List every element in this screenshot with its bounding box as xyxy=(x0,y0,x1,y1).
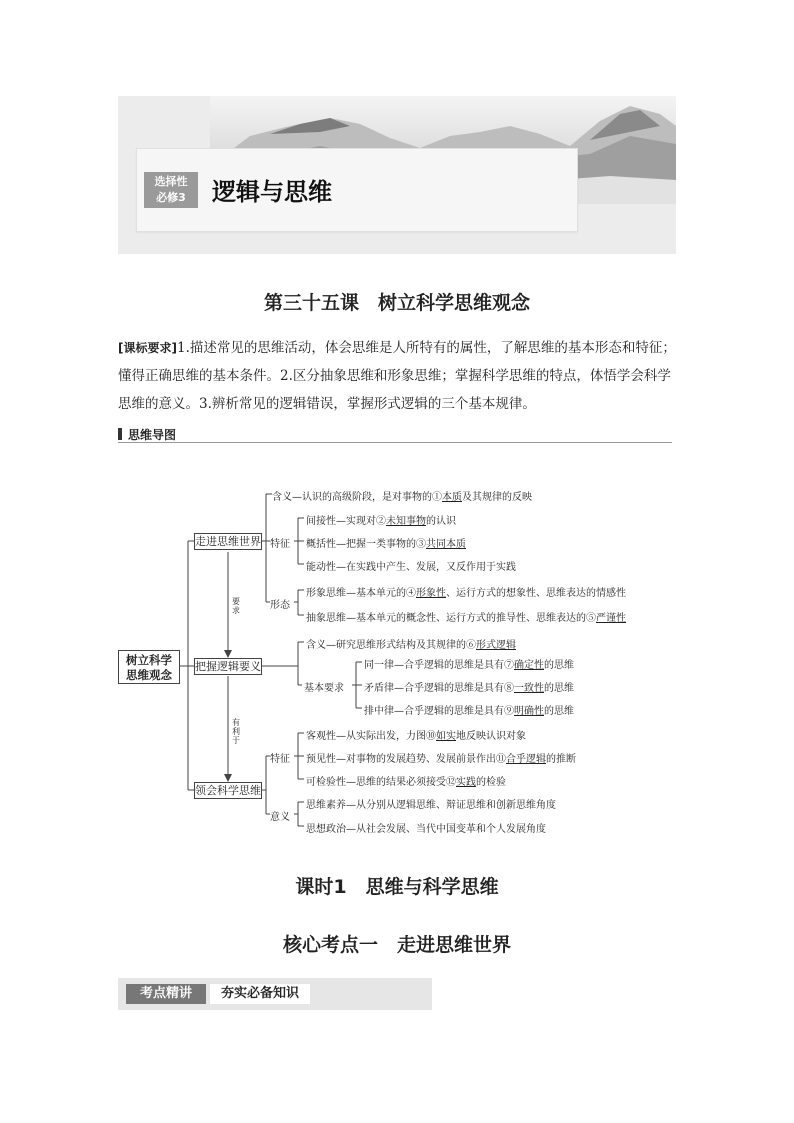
b3-f3-post: 的检验 xyxy=(476,777,506,788)
b3-feature-3 xyxy=(306,773,506,788)
b1-feature-3: 能动性—在实践中产生、发展，又反作用于实践 xyxy=(306,562,516,573)
answer-4: 形象性 xyxy=(416,588,446,599)
answer-7: 确定性 xyxy=(514,660,544,671)
answer-3: 共同本质 xyxy=(426,539,466,550)
answer-8: 一致性 xyxy=(514,683,544,694)
b3-meaning-1: 思维素养—从分别从逻辑思维、辩证思维和创新思维角度 xyxy=(306,800,556,811)
b2-basic-label: 基本要求 xyxy=(304,683,344,694)
b2-meaning-pre: 含义—研究思维形式结构及其规律的⑥ xyxy=(306,640,476,651)
branch-explore-thinking: 走进思维世界 xyxy=(195,535,261,548)
b1-f2-pre: 概括性—把握一类事物的③ xyxy=(306,539,426,550)
branch-logic-essentials: 把握逻辑要义 xyxy=(195,660,261,673)
b1-form-2 xyxy=(306,609,626,624)
b2-r2-pre: 矛盾律—合乎逻辑的思维是具有⑧ xyxy=(364,683,514,694)
key-point-subtitle: 夯实必备知识 xyxy=(210,984,310,1004)
b3-f1-pre: 客观性—从实际出发，力图⑩ xyxy=(306,731,436,742)
b3-feature-1 xyxy=(306,727,526,742)
b1-f1-pre: 间接性—实现对② xyxy=(306,516,386,527)
answer-10: 如实 xyxy=(436,731,456,742)
b2-rule-2 xyxy=(364,679,574,694)
b1-feature-label: 特征 xyxy=(270,539,290,550)
badge-line-1: 选择性 xyxy=(154,175,188,188)
b1-meaning-pre: —认识的高级阶段，是对事物的① xyxy=(292,492,442,503)
answer-9: 明确性 xyxy=(514,706,544,717)
b1-feature-2 xyxy=(306,535,466,550)
b3-f2-post: 的推断 xyxy=(546,754,576,765)
b2-rule-1 xyxy=(364,656,574,671)
branch-scientific-thinking: 领会科学思维 xyxy=(195,784,261,797)
b3-meaning-label: 意义 xyxy=(270,812,290,823)
answer-6: 形式逻辑 xyxy=(476,640,516,651)
b2-rule-3 xyxy=(364,702,574,717)
b2-r3-post: 的思维 xyxy=(544,706,574,717)
book-title: 逻辑与思维 xyxy=(212,178,332,206)
requirements-label: [课标要求] xyxy=(118,341,177,355)
root-line-1: 树立科学 xyxy=(126,653,172,667)
root-line-2: 思维观念 xyxy=(126,668,172,682)
answer-12: 实践 xyxy=(456,777,476,788)
b3-f2-pre: 预见性—对事物的发展趋势、发展前景作出⑪ xyxy=(306,754,506,765)
b1-form2-pre: 抽象思维—基本单元的概念性、运行方式的推导性、思维表达的⑤ xyxy=(306,613,596,624)
b3-f1-post: 地反映认识对象 xyxy=(456,731,526,742)
b2-r1-post: 的思维 xyxy=(544,660,574,671)
mindmap-root xyxy=(118,650,180,684)
b2-r1-pre: 同一律—合乎逻辑的思维是具有⑦ xyxy=(364,660,514,671)
b1-meaning xyxy=(272,488,532,503)
answer-11: 合乎逻辑 xyxy=(506,754,546,765)
b1-form1-pre: 形象思维—基本单元的④ xyxy=(306,588,416,599)
b3-f3-pre: 可检验性—思维的结果必须接受⑫ xyxy=(306,777,456,788)
b1-meaning-post: 及其规律的反映 xyxy=(462,492,532,503)
requirements-text: 1.描述常见的思维活动，体会思维是人所特有的属性，了解思维的基本形态和特征；懂得正确思维的基本条件。2.区分抽象思维和形象思维；掌握科学思维的特点，体悟学会科学思维的意义。3.辨析常见的逻辑错误，掌握形式逻辑的三个基本规律。 xyxy=(118,340,676,412)
answer-5: 严谨性 xyxy=(596,613,626,624)
b3-feature-label: 特征 xyxy=(270,754,290,765)
lesson-title: 第三十五课 树立科学思维观念 xyxy=(263,292,530,314)
mindmap-header-label: 思维导图 xyxy=(128,428,177,442)
answer-1: 本质 xyxy=(442,492,462,503)
b1-form1-post: 、运行方式的想象性、思维表达的情感性 xyxy=(446,588,626,599)
b2-r2-post: 的思维 xyxy=(544,683,574,694)
b1-f1-post: 的认识 xyxy=(426,516,456,527)
key-point-tag: 考点精讲 xyxy=(126,984,206,1004)
badge-line-2: 必修3 xyxy=(156,191,186,204)
period-title: 课时1 思维与科学思维 xyxy=(295,876,499,898)
link-benefit: 有 利 于 xyxy=(232,718,240,745)
b1-form-1 xyxy=(306,584,626,599)
b3-feature-2 xyxy=(306,750,576,765)
b3-meaning-2: 思想政治—从社会发展、当代中国变革和个人发展角度 xyxy=(306,824,546,835)
b2-meaning xyxy=(306,636,516,651)
core-point-title: 核心考点一 走进思维世界 xyxy=(282,934,511,956)
b1-meaning-label: 含义 xyxy=(272,492,292,503)
link-require: 要 求 xyxy=(232,597,240,615)
b1-form-label: 形态 xyxy=(270,600,290,611)
b2-r3-pre: 排中律—合乎逻辑的思维是具有⑨ xyxy=(364,706,514,717)
b1-feature-1 xyxy=(306,512,456,527)
answer-2: 未知事物 xyxy=(386,516,426,527)
